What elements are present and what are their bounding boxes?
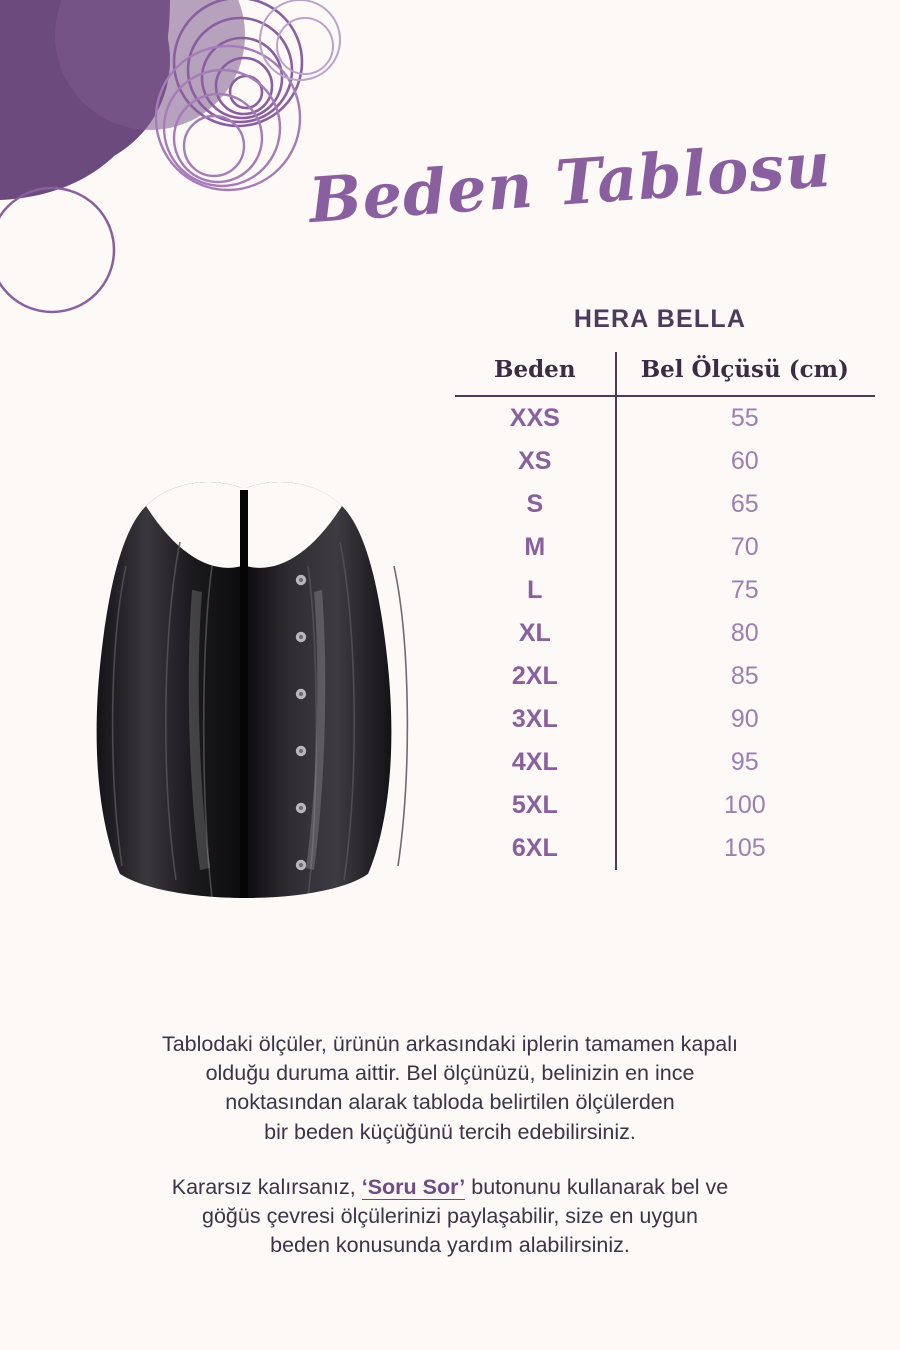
cell-waist: 105 (723, 834, 766, 862)
table-row (455, 698, 875, 741)
page-title-wrap (255, 127, 885, 238)
table-vertical-divider (615, 352, 617, 870)
note-line: noktasından alarak tabloda belirtilen ölçülerden (225, 1090, 675, 1115)
cell-size: 2XL (511, 662, 558, 690)
cell-waist: 80 (730, 619, 759, 647)
note-line: göğüs çevresi ölçülerinizi paylaşabilir, size en uygun (202, 1204, 698, 1229)
table-row (455, 784, 875, 827)
cell-size: 6XL (511, 834, 558, 862)
corset-illustration (60, 470, 440, 940)
note-text-after-link: butonunu kullanarak bel ve (465, 1174, 729, 1199)
cell-waist: 60 (730, 447, 759, 475)
note-text-before-link: Kararsız kalırsanız, (171, 1174, 362, 1199)
cell-waist: 85 (730, 662, 759, 690)
table-row (455, 526, 875, 569)
notes-section (60, 1030, 840, 1261)
note-line: olduğu duruma aittir. Bel ölçünüzü, belinizin en ince (205, 1061, 695, 1086)
table-row (455, 440, 875, 483)
notes-spacer (60, 1147, 840, 1173)
cell-size: S (526, 490, 544, 518)
table-row (455, 655, 875, 698)
page-title: Beden Tablosu (306, 127, 834, 238)
cell-waist: 90 (730, 705, 759, 733)
cell-size: M (524, 533, 546, 561)
table-row (455, 483, 875, 526)
table-row (455, 827, 875, 870)
cell-size: 5XL (511, 791, 558, 819)
note-line: beden konusunda yardım alabilirsiniz. (270, 1233, 630, 1258)
cell-waist: 100 (723, 791, 766, 819)
note-line: Tablodaki ölçüler, ürünün arkasındaki iplerin tamamen kapalı (161, 1032, 739, 1056)
cell-size: XL (518, 619, 551, 647)
cell-waist: 65 (730, 490, 759, 518)
table-header-row (455, 352, 875, 396)
table-header-waist: Bel Ölçüsü (cm) (640, 356, 849, 383)
size-table-wrap (455, 352, 875, 870)
cell-waist: 75 (730, 576, 759, 604)
table-row (455, 396, 875, 440)
note-line: bir beden küçüğünü tercih edebilirsiniz. (264, 1119, 636, 1144)
cell-size: XS (518, 447, 552, 475)
table-row (455, 569, 875, 612)
cell-size: L (527, 576, 543, 604)
table-header-size: Beden (494, 356, 576, 383)
soru-sor-link[interactable]: ‘Soru Sor’ (361, 1174, 466, 1199)
cell-size: 3XL (511, 705, 558, 733)
table-row (455, 741, 875, 784)
note-line-with-link (60, 1173, 840, 1202)
cell-waist: 55 (730, 404, 759, 432)
cell-waist: 70 (730, 533, 759, 561)
brand-name: HERA BELLA (573, 305, 747, 333)
cell-size: XXS (509, 404, 560, 432)
table-row (455, 612, 875, 655)
size-table (455, 352, 875, 870)
cell-waist: 95 (730, 748, 759, 776)
cell-size: 4XL (511, 748, 558, 776)
